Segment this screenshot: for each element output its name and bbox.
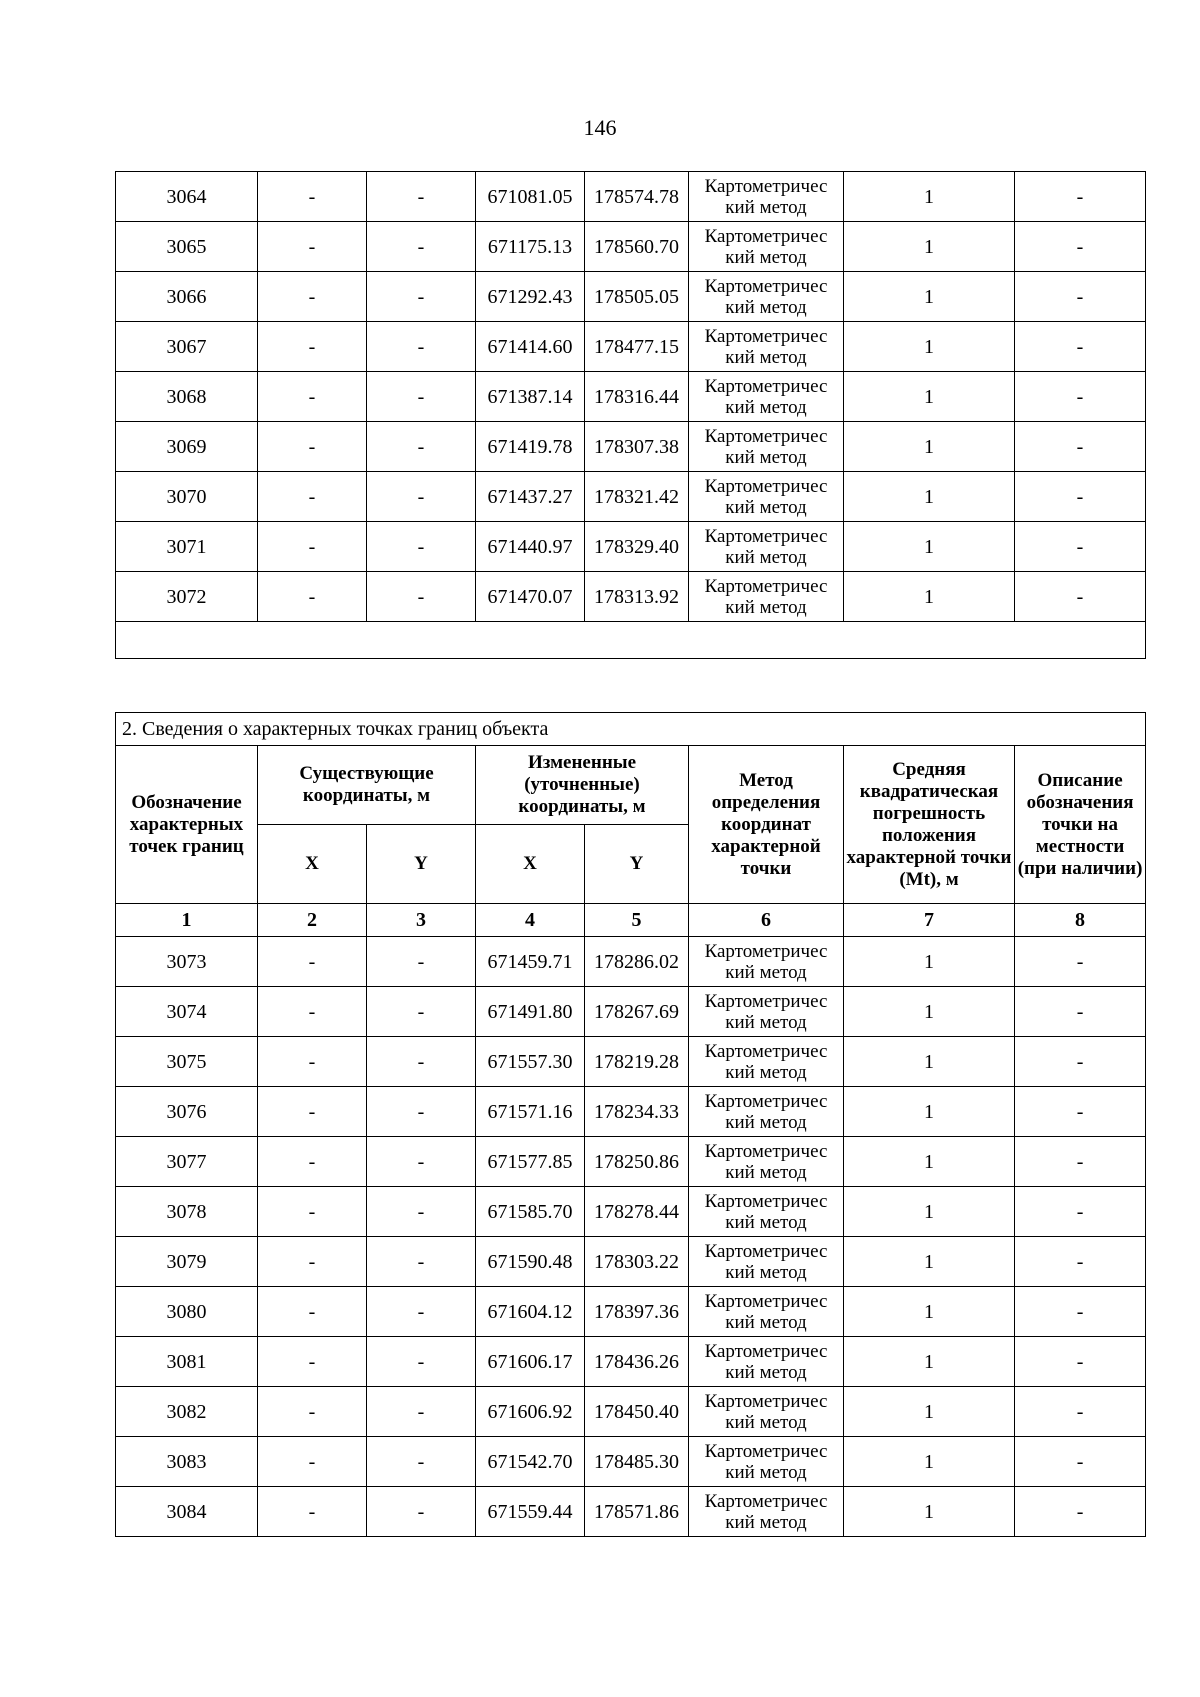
description-cell: - xyxy=(1015,1137,1146,1187)
method-cell: Картометричес кий метод xyxy=(689,1337,844,1387)
point-id-cell: 3064 xyxy=(116,172,258,222)
column-number: 5 xyxy=(585,904,689,937)
changed-y-cell: 178477.15 xyxy=(585,322,689,372)
changed-y-cell: 178329.40 xyxy=(585,522,689,572)
description-cell: - xyxy=(1015,1087,1146,1137)
changed-x-cell: 671559.44 xyxy=(476,1487,585,1537)
error-mt-cell: 1 xyxy=(844,422,1015,472)
method-cell: Картометричес кий метод xyxy=(689,1437,844,1487)
point-id-cell: 3072 xyxy=(116,572,258,622)
header-y-existing: Y xyxy=(367,825,476,904)
changed-x-cell: 671387.14 xyxy=(476,372,585,422)
column-number: 2 xyxy=(258,904,367,937)
description-cell: - xyxy=(1015,1037,1146,1087)
changed-y-cell: 178450.40 xyxy=(585,1387,689,1437)
table-row xyxy=(116,522,1146,572)
changed-y-cell: 178316.44 xyxy=(585,372,689,422)
method-cell: Картометричес кий метод xyxy=(689,472,844,522)
existing-y-cell: - xyxy=(367,172,476,222)
changed-x-cell: 671419.78 xyxy=(476,422,585,472)
column-number: 6 xyxy=(689,904,844,937)
point-id-cell: 3079 xyxy=(116,1237,258,1287)
changed-y-cell: 178250.86 xyxy=(585,1137,689,1187)
existing-x-cell: - xyxy=(258,372,367,422)
description-cell: - xyxy=(1015,1437,1146,1487)
existing-y-cell: - xyxy=(367,1387,476,1437)
point-id-cell: 3081 xyxy=(116,1337,258,1387)
method-cell: Картометричес кий метод xyxy=(689,1487,844,1537)
existing-x-cell: - xyxy=(258,987,367,1037)
coordinates-table-continued xyxy=(115,171,1146,659)
changed-x-cell: 671414.60 xyxy=(476,322,585,372)
point-id-cell: 3082 xyxy=(116,1387,258,1437)
table-row xyxy=(116,937,1146,987)
error-mt-cell: 1 xyxy=(844,522,1015,572)
changed-y-cell: 178571.86 xyxy=(585,1487,689,1537)
error-mt-cell: 1 xyxy=(844,472,1015,522)
changed-x-cell: 671459.71 xyxy=(476,937,585,987)
existing-y-cell: - xyxy=(367,1287,476,1337)
method-cell: Картометричес кий метод xyxy=(689,1287,844,1337)
changed-y-cell: 178286.02 xyxy=(585,937,689,987)
table1-body xyxy=(116,172,1146,622)
description-cell: - xyxy=(1015,272,1146,322)
existing-y-cell: - xyxy=(367,522,476,572)
changed-x-cell: 671590.48 xyxy=(476,1237,585,1287)
existing-y-cell: - xyxy=(367,322,476,372)
changed-x-cell: 671585.70 xyxy=(476,1187,585,1237)
changed-y-cell: 178267.69 xyxy=(585,987,689,1037)
existing-y-cell: - xyxy=(367,1487,476,1537)
changed-x-cell: 671542.70 xyxy=(476,1437,585,1487)
point-id-cell: 3071 xyxy=(116,522,258,572)
column-number: 8 xyxy=(1015,904,1146,937)
existing-x-cell: - xyxy=(258,322,367,372)
header-existing-coordinates: Существующие координаты, м xyxy=(258,746,476,825)
error-mt-cell: 1 xyxy=(844,1237,1015,1287)
table-row xyxy=(116,422,1146,472)
error-mt-cell: 1 xyxy=(844,372,1015,422)
header-description: Описание обозначения точки на местности (при наличии) xyxy=(1015,746,1146,904)
column-numbers-row xyxy=(116,904,1146,937)
existing-y-cell: - xyxy=(367,937,476,987)
description-cell: - xyxy=(1015,372,1146,422)
header-x-existing: X xyxy=(258,825,367,904)
point-id-cell: 3084 xyxy=(116,1487,258,1537)
column-number: 3 xyxy=(367,904,476,937)
changed-y-cell: 178321.42 xyxy=(585,472,689,522)
existing-y-cell: - xyxy=(367,1237,476,1287)
point-id-cell: 3073 xyxy=(116,937,258,987)
changed-y-cell: 178574.78 xyxy=(585,172,689,222)
method-cell: Картометричес кий метод xyxy=(689,1087,844,1137)
point-id-cell: 3070 xyxy=(116,472,258,522)
point-id-cell: 3077 xyxy=(116,1137,258,1187)
method-cell: Картометричес кий метод xyxy=(689,987,844,1037)
empty-cell xyxy=(116,622,1146,659)
changed-x-cell: 671440.97 xyxy=(476,522,585,572)
changed-x-cell: 671470.07 xyxy=(476,572,585,622)
changed-y-cell: 178313.92 xyxy=(585,572,689,622)
table-row xyxy=(116,1037,1146,1087)
changed-x-cell: 671437.27 xyxy=(476,472,585,522)
changed-x-cell: 671491.80 xyxy=(476,987,585,1037)
table-row xyxy=(116,572,1146,622)
error-mt-cell: 1 xyxy=(844,987,1015,1037)
existing-x-cell: - xyxy=(258,1487,367,1537)
method-cell: Картометричес кий метод xyxy=(689,522,844,572)
point-id-cell: 3083 xyxy=(116,1437,258,1487)
table-row xyxy=(116,322,1146,372)
error-mt-cell: 1 xyxy=(844,1087,1015,1137)
table-caption: 2. Сведения о характерных точках границ объекта xyxy=(116,713,1146,746)
description-cell: - xyxy=(1015,1187,1146,1237)
column-number: 4 xyxy=(476,904,585,937)
changed-y-cell: 178436.26 xyxy=(585,1337,689,1387)
error-mt-cell: 1 xyxy=(844,572,1015,622)
changed-y-cell: 178307.38 xyxy=(585,422,689,472)
method-cell: Картометричес кий метод xyxy=(689,372,844,422)
table-row xyxy=(116,1137,1146,1187)
existing-x-cell: - xyxy=(258,1037,367,1087)
method-cell: Картометричес кий метод xyxy=(689,272,844,322)
description-cell: - xyxy=(1015,472,1146,522)
existing-y-cell: - xyxy=(367,1187,476,1237)
existing-y-cell: - xyxy=(367,372,476,422)
table-row xyxy=(116,1337,1146,1387)
error-mt-cell: 1 xyxy=(844,937,1015,987)
description-cell: - xyxy=(1015,1487,1146,1537)
error-mt-cell: 1 xyxy=(844,1437,1015,1487)
table-row xyxy=(116,1287,1146,1337)
existing-x-cell: - xyxy=(258,1137,367,1187)
existing-x-cell: - xyxy=(258,572,367,622)
existing-y-cell: - xyxy=(367,1137,476,1187)
changed-x-cell: 671606.17 xyxy=(476,1337,585,1387)
error-mt-cell: 1 xyxy=(844,1137,1015,1187)
existing-x-cell: - xyxy=(258,1337,367,1387)
existing-y-cell: - xyxy=(367,1337,476,1387)
changed-y-cell: 178505.05 xyxy=(585,272,689,322)
description-cell: - xyxy=(1015,422,1146,472)
description-cell: - xyxy=(1015,937,1146,987)
existing-y-cell: - xyxy=(367,222,476,272)
description-cell: - xyxy=(1015,572,1146,622)
changed-y-cell: 178234.33 xyxy=(585,1087,689,1137)
point-id-cell: 3067 xyxy=(116,322,258,372)
page-number: 146 xyxy=(583,115,617,140)
existing-x-cell: - xyxy=(258,1387,367,1437)
changed-y-cell: 178397.36 xyxy=(585,1287,689,1337)
point-id-cell: 3065 xyxy=(116,222,258,272)
existing-x-cell: - xyxy=(258,222,367,272)
method-cell: Картометричес кий метод xyxy=(689,937,844,987)
table-row xyxy=(116,1437,1146,1487)
table-row xyxy=(116,172,1146,222)
point-id-cell: 3080 xyxy=(116,1287,258,1337)
changed-x-cell: 671606.92 xyxy=(476,1387,585,1437)
changed-y-cell: 178303.22 xyxy=(585,1237,689,1287)
error-mt-cell: 1 xyxy=(844,1487,1015,1537)
point-id-cell: 3076 xyxy=(116,1087,258,1137)
error-mt-cell: 1 xyxy=(844,1037,1015,1087)
existing-y-cell: - xyxy=(367,1037,476,1087)
changed-y-cell: 178485.30 xyxy=(585,1437,689,1487)
description-cell: - xyxy=(1015,987,1146,1037)
description-cell: - xyxy=(1015,1237,1146,1287)
header-row-1 xyxy=(116,746,1146,825)
description-cell: - xyxy=(1015,222,1146,272)
description-cell: - xyxy=(1015,322,1146,372)
header-y-changed: Y xyxy=(585,825,689,904)
table-row xyxy=(116,222,1146,272)
table-row xyxy=(116,372,1146,422)
error-mt-cell: 1 xyxy=(844,1387,1015,1437)
header-x-changed: X xyxy=(476,825,585,904)
method-cell: Картометричес кий метод xyxy=(689,1237,844,1287)
existing-x-cell: - xyxy=(258,1237,367,1287)
table2-caption-row xyxy=(116,713,1146,746)
error-mt-cell: 1 xyxy=(844,172,1015,222)
column-number: 1 xyxy=(116,904,258,937)
existing-x-cell: - xyxy=(258,472,367,522)
existing-x-cell: - xyxy=(258,272,367,322)
existing-y-cell: - xyxy=(367,472,476,522)
error-mt-cell: 1 xyxy=(844,322,1015,372)
method-cell: Картометричес кий метод xyxy=(689,1137,844,1187)
method-cell: Картометричес кий метод xyxy=(689,572,844,622)
table-row xyxy=(116,272,1146,322)
changed-x-cell: 671292.43 xyxy=(476,272,585,322)
changed-x-cell: 671577.85 xyxy=(476,1137,585,1187)
method-cell: Картометричес кий метод xyxy=(689,322,844,372)
table-row xyxy=(116,1387,1146,1437)
column-number: 7 xyxy=(844,904,1015,937)
description-cell: - xyxy=(1015,522,1146,572)
method-cell: Картометричес кий метод xyxy=(689,422,844,472)
existing-x-cell: - xyxy=(258,1287,367,1337)
point-id-cell: 3066 xyxy=(116,272,258,322)
existing-x-cell: - xyxy=(258,422,367,472)
table-row xyxy=(116,1187,1146,1237)
boundary-points-table xyxy=(115,712,1146,1537)
changed-x-cell: 671604.12 xyxy=(476,1287,585,1337)
description-cell: - xyxy=(1015,1387,1146,1437)
error-mt-cell: 1 xyxy=(844,1337,1015,1387)
existing-x-cell: - xyxy=(258,937,367,987)
existing-x-cell: - xyxy=(258,1437,367,1487)
existing-x-cell: - xyxy=(258,1187,367,1237)
error-mt-cell: 1 xyxy=(844,1187,1015,1237)
table-row xyxy=(116,1237,1146,1287)
existing-x-cell: - xyxy=(258,1087,367,1137)
existing-y-cell: - xyxy=(367,272,476,322)
error-mt-cell: 1 xyxy=(844,222,1015,272)
table1-empty-row xyxy=(116,622,1146,659)
changed-x-cell: 671175.13 xyxy=(476,222,585,272)
header-error: Средняя квадратическая погрешность положения характерной точки (Mt), м xyxy=(844,746,1015,904)
header-designation: Обозначение характерных точек границ xyxy=(116,746,258,904)
changed-x-cell: 671557.30 xyxy=(476,1037,585,1087)
method-cell: Картометричес кий метод xyxy=(689,1037,844,1087)
header-changed-coordinates: Измененные (уточненные) координаты, м xyxy=(476,746,689,825)
description-cell: - xyxy=(1015,1287,1146,1337)
table-row xyxy=(116,472,1146,522)
description-cell: - xyxy=(1015,172,1146,222)
method-cell: Картометричес кий метод xyxy=(689,222,844,272)
existing-y-cell: - xyxy=(367,1087,476,1137)
existing-y-cell: - xyxy=(367,1437,476,1487)
changed-x-cell: 671081.05 xyxy=(476,172,585,222)
error-mt-cell: 1 xyxy=(844,272,1015,322)
point-id-cell: 3075 xyxy=(116,1037,258,1087)
existing-x-cell: - xyxy=(258,522,367,572)
table-row xyxy=(116,1087,1146,1137)
description-cell: - xyxy=(1015,1337,1146,1387)
error-mt-cell: 1 xyxy=(844,1287,1015,1337)
changed-y-cell: 178278.44 xyxy=(585,1187,689,1237)
existing-y-cell: - xyxy=(367,422,476,472)
existing-y-cell: - xyxy=(367,572,476,622)
existing-y-cell: - xyxy=(367,987,476,1037)
method-cell: Картометричес кий метод xyxy=(689,1187,844,1237)
changed-y-cell: 178219.28 xyxy=(585,1037,689,1087)
method-cell: Картометричес кий метод xyxy=(689,1387,844,1437)
point-id-cell: 3078 xyxy=(116,1187,258,1237)
point-id-cell: 3068 xyxy=(116,372,258,422)
header-method: Метод определения координат характерной точки xyxy=(689,746,844,904)
changed-x-cell: 671571.16 xyxy=(476,1087,585,1137)
point-id-cell: 3074 xyxy=(116,987,258,1037)
table-row xyxy=(116,987,1146,1037)
existing-x-cell: - xyxy=(258,172,367,222)
changed-y-cell: 178560.70 xyxy=(585,222,689,272)
method-cell: Картометричес кий метод xyxy=(689,172,844,222)
point-id-cell: 3069 xyxy=(116,422,258,472)
table-row xyxy=(116,1487,1146,1537)
table2-body xyxy=(116,937,1146,1537)
